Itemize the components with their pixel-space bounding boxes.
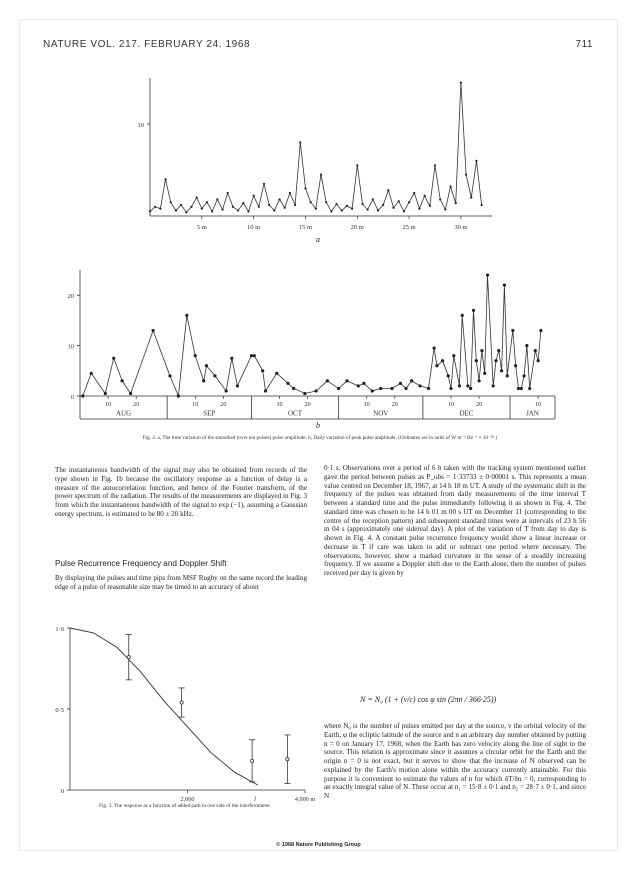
data-point xyxy=(390,387,393,390)
data-point xyxy=(250,354,253,357)
data-point xyxy=(465,174,467,176)
data-point xyxy=(435,364,438,367)
data-point xyxy=(441,359,444,362)
data-point xyxy=(399,382,402,385)
data-point xyxy=(514,364,517,367)
data-point xyxy=(356,164,358,166)
data-point xyxy=(264,389,267,392)
data-point xyxy=(398,200,400,202)
left-paragraph-2: By displaying the pulses and time pips from MSF Rugby on the same record the leading edge of a pulse of reasonable size may be timed to an accuracy of about xyxy=(55,574,307,591)
data-point xyxy=(522,374,525,377)
x-tick-label: 15 m xyxy=(298,224,313,231)
data-point xyxy=(362,382,365,385)
data-point xyxy=(127,656,130,659)
data-point xyxy=(286,758,289,761)
day-tick-label: 10 xyxy=(105,401,112,408)
data-point xyxy=(149,210,151,212)
data-point xyxy=(480,349,483,352)
data-point xyxy=(461,314,464,317)
data-point xyxy=(154,206,156,208)
data-point xyxy=(424,195,426,197)
data-point xyxy=(205,364,208,367)
day-tick-label: 20 xyxy=(304,401,311,408)
daily-amplitude-line xyxy=(83,275,541,396)
data-point xyxy=(196,197,198,199)
y-tick-label: 20 xyxy=(67,293,74,301)
data-point xyxy=(201,208,203,210)
day-tick-label: 10 xyxy=(192,401,199,408)
left-paragraph-1: The instantaneous bandwidth of the signal may also be obtained from records of the type shown in Fig. 1b because the oscillatory response as a function of delay is a measure of the autocorrelation function, and hence of the Fourier transform, of the power spectrum of the radiation. The results of the measurements are displayed in Fig. 3 from which the instantaneous bandwidth of the signal to exp (−1), assuming a Gaussian energy spectrum, is estimated to be 80 ± 20 kHz. xyxy=(55,466,307,518)
doppler-formula: N = N₀ (1 + (v/c) cos φ sin (2πn / 366·25)) xyxy=(360,695,497,704)
data-point xyxy=(472,309,475,312)
data-point xyxy=(367,208,369,210)
data-point xyxy=(429,205,431,207)
data-point xyxy=(371,389,374,392)
data-point xyxy=(304,187,306,189)
data-point xyxy=(433,347,436,350)
data-point xyxy=(251,759,254,762)
month-label: AUG xyxy=(115,409,132,418)
figure-2b-label: b xyxy=(316,421,320,430)
data-point xyxy=(413,192,415,194)
month-label: NOV xyxy=(373,409,389,418)
data-point xyxy=(404,387,407,390)
day-tick-label: 10 xyxy=(535,401,542,408)
data-point xyxy=(478,379,481,382)
data-point xyxy=(528,387,531,390)
data-point xyxy=(382,204,384,206)
data-point xyxy=(361,203,363,205)
data-point xyxy=(294,204,296,206)
gaussian-curve xyxy=(70,628,258,785)
data-point xyxy=(452,354,455,357)
data-point xyxy=(439,198,441,200)
data-point xyxy=(337,387,340,390)
figure-3-caption: Fig. 3. The response as a function of added path in one side of the interferometer. xyxy=(98,803,271,809)
data-point xyxy=(286,382,289,385)
figure-2-caption: Fig. 2. a, The time variation of the smoothed (over ten pulses) pulse amplitude. b, Daily variation of peak pulse amplitude. (Ordinates are in units of W m⁻² Hz⁻¹ × 10⁻²⁸.) xyxy=(142,435,498,441)
data-point xyxy=(455,202,457,204)
data-point xyxy=(458,384,461,387)
figure-2a-label: a xyxy=(316,235,320,244)
data-point xyxy=(206,201,208,203)
data-point xyxy=(112,357,115,360)
data-point xyxy=(408,201,410,203)
data-point xyxy=(202,379,205,382)
data-point xyxy=(447,374,450,377)
data-point xyxy=(434,164,436,166)
data-point xyxy=(470,197,472,199)
data-point xyxy=(511,329,514,332)
data-point xyxy=(151,329,154,332)
data-point xyxy=(180,701,183,704)
data-point xyxy=(539,329,542,332)
data-point xyxy=(236,384,239,387)
data-point xyxy=(351,208,353,210)
data-point xyxy=(177,394,180,397)
data-point xyxy=(170,201,172,203)
data-point xyxy=(483,372,486,375)
x-tick-label: 2,000 xyxy=(180,796,195,803)
y-tick-label: 0 xyxy=(70,394,74,401)
data-point xyxy=(129,392,132,395)
data-point xyxy=(168,374,171,377)
journal-header: NATURE VOL. 217. FEBRUARY 24. 1968 xyxy=(43,39,251,50)
data-point xyxy=(335,203,337,205)
amplitude-series-line xyxy=(150,83,482,213)
data-point xyxy=(180,204,182,206)
data-point xyxy=(517,387,520,390)
data-point xyxy=(314,389,317,392)
x-tick-label: 25 m xyxy=(402,224,416,231)
x-tick-label: 5 m xyxy=(196,224,207,231)
data-point xyxy=(377,209,379,211)
data-point xyxy=(230,357,233,360)
data-point xyxy=(410,379,413,382)
data-point xyxy=(211,210,213,212)
day-tick-label: 20 xyxy=(220,401,227,408)
page-number: 711 xyxy=(575,39,593,50)
data-point xyxy=(506,374,509,377)
data-point xyxy=(275,372,278,375)
data-point xyxy=(325,201,327,203)
data-point xyxy=(164,178,166,180)
data-point xyxy=(185,211,187,213)
day-tick-label: 20 xyxy=(133,401,140,408)
month-label: JAN xyxy=(526,409,539,418)
data-point xyxy=(357,384,360,387)
data-point xyxy=(185,314,188,317)
data-point xyxy=(444,208,446,210)
data-point xyxy=(341,209,343,211)
data-point xyxy=(221,208,223,210)
figure-2a-chart xyxy=(0,0,637,240)
data-point xyxy=(253,195,255,197)
day-tick-label: 20 xyxy=(391,401,398,408)
data-point xyxy=(90,372,93,375)
right-paragraph-2: where N₀ is the number of pulses emitted per day at the source, v the orbital velocity of the Earth, φ the ecliptic latitude of the source and n an arbitrary day number obtained by putting n = 0 on January 17, 1968, when the Earth has zero velocity along the line of sight to the source. This relation is approximate since it assumes a circular orbit for the Earth and the origin n = 0 is not exact, but it serves to show that the increase of N observed can be explained by the Earth's motion alone within the accuracy currently attainable. For this purpose it is convenient to estimate the values of n for which δT/δn = 0, corresponding to an exactly integral value of N. These occur at n₁ = 15·8 ± 0·1 and n₂ = 28·7 ± 0·1, and since N xyxy=(324,722,586,800)
figure-3-chart xyxy=(0,610,320,805)
month-label: DEC xyxy=(459,409,474,418)
data-point xyxy=(237,209,239,211)
day-tick-label: 10 xyxy=(363,401,370,408)
x-tick-label: 30 m xyxy=(454,224,468,231)
data-point xyxy=(320,174,322,176)
data-point xyxy=(427,387,430,390)
data-point xyxy=(537,359,540,362)
data-point xyxy=(81,394,84,397)
y-tick-label: 1·0 xyxy=(55,626,64,633)
data-point xyxy=(387,189,389,191)
data-point xyxy=(418,384,421,387)
data-point xyxy=(460,82,462,84)
data-point xyxy=(225,389,228,392)
day-tick-label: 10 xyxy=(276,401,283,408)
data-point xyxy=(263,183,265,185)
day-tick-label: 10 xyxy=(447,401,455,408)
figure-2b-chart xyxy=(0,240,637,425)
data-point xyxy=(418,208,420,210)
data-point xyxy=(216,198,218,200)
data-point xyxy=(330,210,332,212)
data-point xyxy=(242,202,244,204)
data-point xyxy=(253,354,256,357)
x-tick-label: 10 m xyxy=(247,224,261,231)
data-point xyxy=(175,209,177,211)
data-point xyxy=(227,192,229,194)
data-point xyxy=(247,210,249,212)
data-point xyxy=(194,354,197,357)
data-point xyxy=(278,198,280,200)
data-point xyxy=(379,387,382,390)
copyright-footer: © 1968 Nature Publishing Group xyxy=(276,842,361,848)
data-point xyxy=(284,207,286,209)
data-point xyxy=(449,387,452,390)
data-point xyxy=(121,379,124,382)
data-point xyxy=(486,273,489,276)
right-paragraph-1: 0·1 s. Observations over a period of 6 h taken with the tracking system mentioned earlier gave the period between pulses as P_obs = 1·33733 ± 0·00001 s. This represents a mean value centred on December 18, 1967, at 14 h 18 m UT. A study of the systematic shift in the frequency of the pulses was obtained from daily measurements of the time interval T between a standard time and the pulse immediately following it as shown in Fig. 4. The standard time was chosen to be 14 h 01 m 00 s UT on December 11 (corresponding to the centre of the reception pattern) and subsequent standard times were at intervals of 23 h 56 m 04 s (approximately one sidereal day). A plot of the variation of T from day to day is shown in Fig. 4. A constant pulse recurrence frequency would show a linear increase or decrease in T if care was taken to add or subtract one period where necessary. The observations, however, show a marked curvature in the sense of a steadily increasing frequency. If we assume a Doppler shift due to the Earth alone, then the number of pulses received per day is given by xyxy=(324,464,586,577)
data-point xyxy=(372,198,374,200)
data-point xyxy=(310,201,312,203)
data-point xyxy=(392,207,394,209)
data-point xyxy=(273,209,275,211)
x-variable-label: l xyxy=(254,796,256,803)
data-point xyxy=(475,160,477,162)
data-point xyxy=(500,369,503,372)
data-point xyxy=(481,204,483,206)
data-point xyxy=(261,369,264,372)
data-point xyxy=(520,387,523,390)
data-point xyxy=(503,284,506,287)
data-point xyxy=(497,349,500,352)
month-label: OCT xyxy=(288,409,303,418)
data-point xyxy=(299,141,301,143)
y-tick-label: 0 xyxy=(60,788,64,795)
data-point xyxy=(213,374,216,377)
section-title: Pulse Recurrence Frequency and Doppler Shift xyxy=(55,559,227,568)
data-point xyxy=(403,210,405,212)
y-tick-label: 10 xyxy=(137,122,144,129)
data-point xyxy=(494,359,497,362)
data-point xyxy=(292,387,295,390)
x-tick-label: 20 m xyxy=(350,224,364,231)
x-tick-label: 4,000 m xyxy=(294,796,316,803)
data-point xyxy=(525,344,528,347)
data-point xyxy=(289,192,291,194)
data-point xyxy=(159,208,161,210)
data-point xyxy=(475,359,478,362)
data-point xyxy=(315,208,317,210)
y-tick-label: 10 xyxy=(67,343,74,351)
day-tick-label: 20 xyxy=(476,401,483,408)
month-label: SEP xyxy=(203,409,216,418)
data-point xyxy=(449,185,451,187)
data-point xyxy=(534,349,537,352)
data-point xyxy=(303,392,306,395)
y-tick-label: 0·5 xyxy=(55,707,64,714)
data-point xyxy=(326,379,329,382)
data-point xyxy=(345,379,348,382)
data-point xyxy=(346,205,348,207)
data-point xyxy=(190,206,192,208)
data-point xyxy=(492,384,495,387)
data-point xyxy=(258,206,260,208)
data-point xyxy=(469,387,472,390)
data-point xyxy=(466,384,469,387)
data-point xyxy=(232,206,234,208)
data-point xyxy=(104,392,107,395)
data-point xyxy=(268,204,270,206)
